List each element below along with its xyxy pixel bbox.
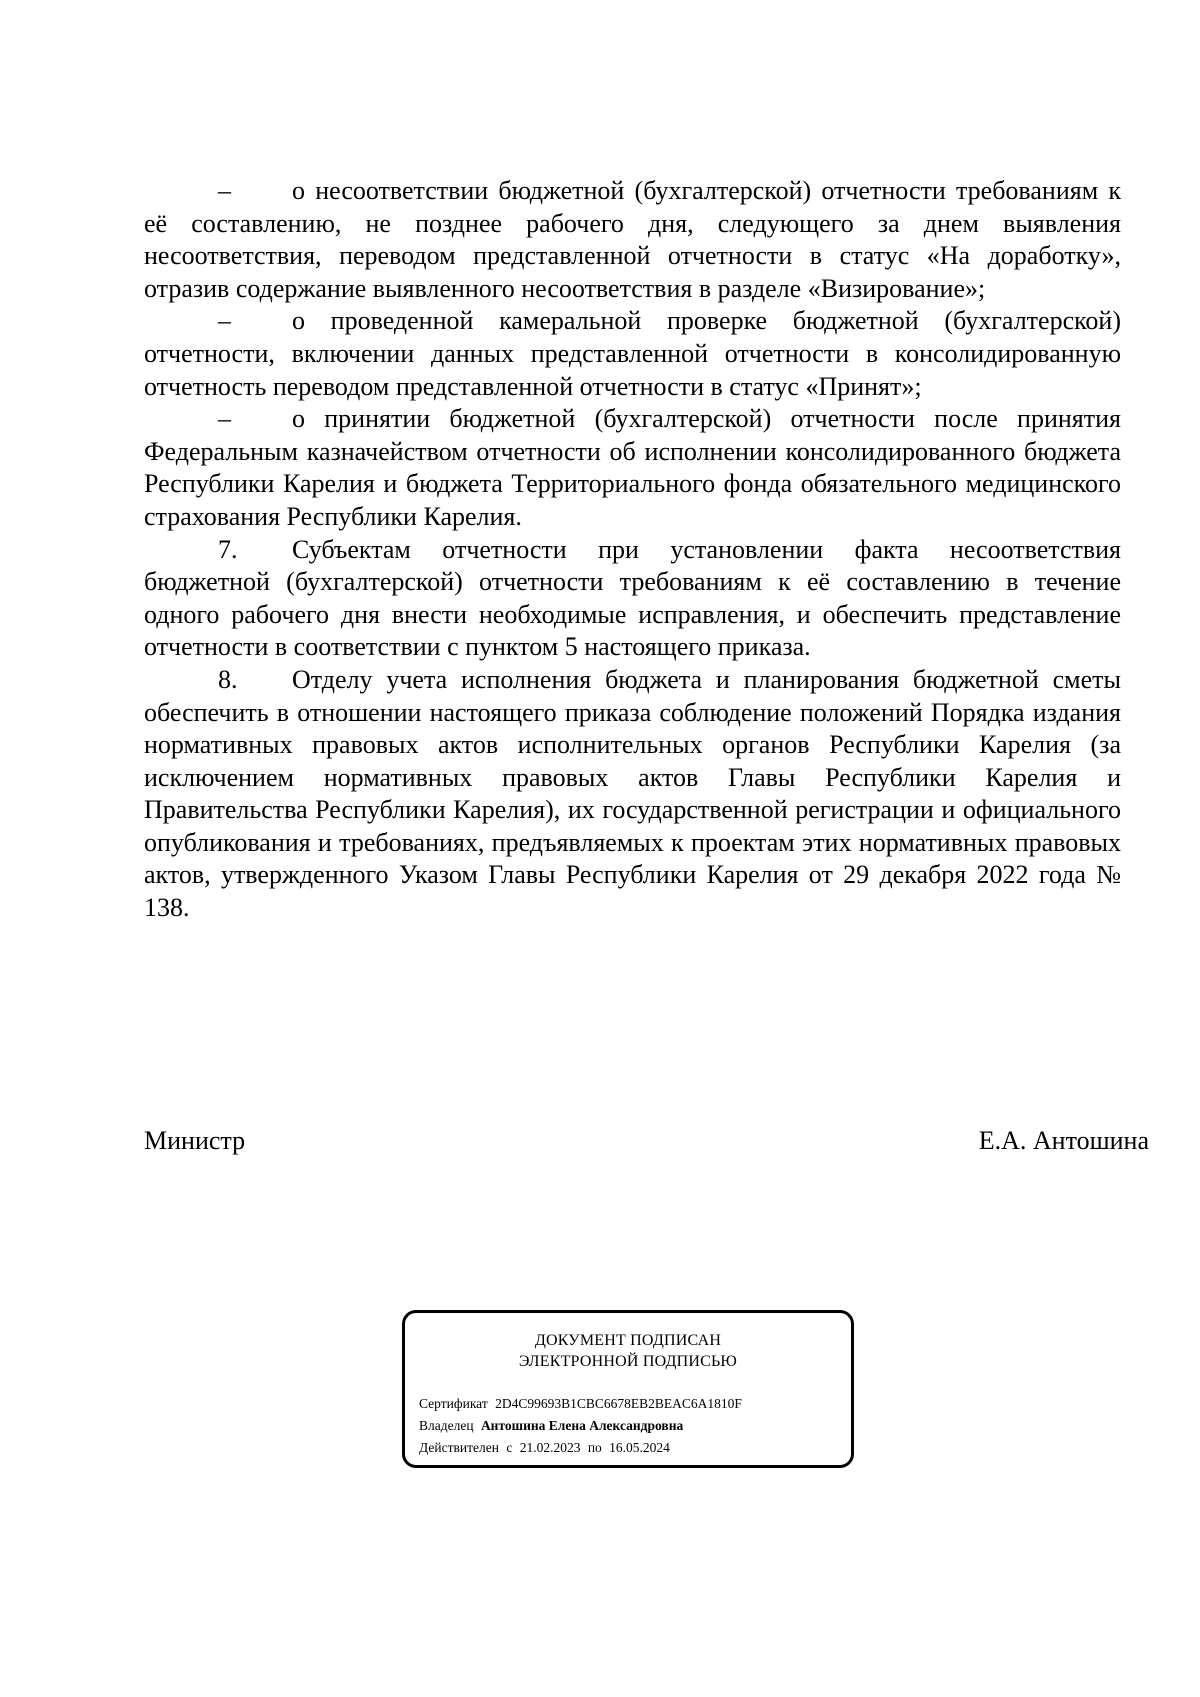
owner-value: Антошина Елена Александровна [480, 1418, 684, 1433]
paragraph-item-7 [144, 534, 1121, 664]
stamp-title [405, 1330, 851, 1372]
valid-from-prefix: с [506, 1440, 513, 1455]
stamp-details [419, 1393, 742, 1459]
paragraph-text: Отделу учета исполнения бюджета и планирования бюджетной сметы обеспечить в отношении настоящего приказа соблюдение положений Порядка издания нормативных правовых актов исполнительных органов Республики Карелия (за исключением нормативных правовых актов Главы Республики Карелия и Правительства Республики Карелия), их государственной регистрации и официального опубликования и требованиях, предъявляемых к проектам этих нормативных правовых актов, утвержденного Указом Главы Республики Карелия от 29 декабря 2022 года № 138. [144, 664, 1121, 923]
paragraph-text: о несоответствии бюджетной (бухгалтерской) отчетности требованиям к её составлению, не позднее рабочего дня, следующего за днем выявления несоответствия, переводом представленной отчетности в статус «На доработку», отразив содержание выявленного несоответствия в разделе «Визирование»; [144, 176, 1121, 303]
signatory-role: Министр [144, 1126, 246, 1155]
paragraph-text: о принятии бюджетной (бухгалтерской) отчетности после принятия Федеральным казначейством отчетности об исполнении консолидированного бюджета Республики Карелия и бюджета Территориального фонда обязательного медицинского страхования Республики Карелия. [144, 404, 1121, 531]
electronic-signature-stamp [402, 1310, 854, 1468]
paragraph-marker: – [218, 176, 231, 205]
paragraph-dash-1 [144, 175, 1121, 305]
stamp-title-line-1: ДОКУМЕНТ ПОДПИСАН [534, 1332, 722, 1349]
valid-label: Действителен [419, 1440, 499, 1455]
stamp-title-line-2: ЭЛЕКТРОННОЙ ПОДПИСЬЮ [518, 1353, 738, 1370]
stamp-validity-row [419, 1437, 742, 1459]
stamp-owner-row [419, 1415, 742, 1437]
valid-to-prefix: по [587, 1440, 602, 1455]
valid-from-date: 21.02.2023 [519, 1440, 581, 1455]
paragraph-text: о проведенной камеральной проверке бюджетной (бухгалтерской) отчетности, включении данных представленной отчетности в консолидированную отчетность переводом представленной отчетности в статус «Принят»; [144, 306, 1121, 401]
stamp-certificate-row [419, 1393, 742, 1415]
paragraph-marker: – [218, 404, 231, 434]
paragraph-text: Субъектам отчетности при установлении факта несоответствия бюджетной (бухгалтерской) отчетности требованиям к её составлению в течение одного рабочего дня внести необходимые исправления, и обеспечить представление отчетности в соответствии с пунктом 5 настоящего приказа. [144, 534, 1121, 662]
paragraph-marker: 7. [218, 534, 238, 564]
paragraph-dash-2 [144, 305, 1121, 403]
paragraph-dash-3 [144, 403, 1121, 533]
paragraph-marker: 8. [218, 664, 238, 694]
owner-label: Владелец [419, 1418, 474, 1433]
signatory-name: Е.А. Антошина [978, 1126, 1149, 1155]
paragraph-marker: – [218, 306, 231, 336]
valid-to-date: 16.05.2024 [609, 1440, 670, 1455]
certificate-label: Сертификат [419, 1396, 488, 1411]
paragraph-item-8 [144, 664, 1121, 925]
document-body [144, 175, 1121, 925]
certificate-value: 2D4C99693B1CBC6678EB2BEAC6A1810F [495, 1396, 742, 1411]
